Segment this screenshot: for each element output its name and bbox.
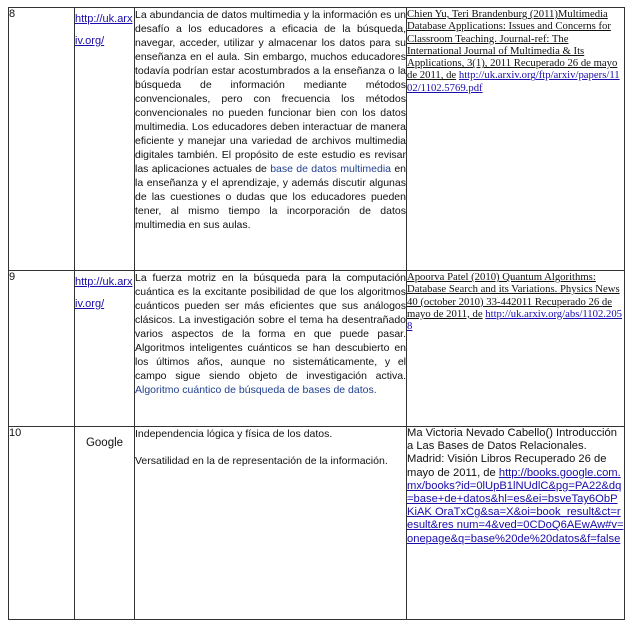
- bibliography-table: [8, 7, 625, 620]
- source-link[interactable]: http://uk.arxiv.org/: [75, 276, 133, 310]
- table-row: [9, 8, 625, 271]
- description-paragraph: Independencia lógica y física de los datos.: [135, 428, 333, 440]
- description-tail: en la enseñanza y el aprendizaje, y además discutir algunas de las cuestiones o dudas que los educadores pueden tener, al mismo tiempo la incorporación de datos multimedia en sus aulas.: [135, 163, 406, 231]
- reference-text: Apoorva Patel (2010) Quantum Algorithms: Database Search and its Variations. Physics News 40 (october 2010) 33-442011 Recuperado 26 de mayo de 2011, de: [407, 271, 620, 320]
- source-cell: [75, 271, 135, 427]
- description-paragraph: Versatilidad en la de representación de la información.: [135, 455, 388, 467]
- description-paragraph: [135, 8, 406, 232]
- description-text: La abundancia de datos multimedia y la información es un desafío a los educadores a eficacia de la búsqueda, navegar, acceder, utilizar y almacenar los datos para su enseñanza en el aula. Sin embargo, muchos educadores todavía podrían estar acostumbrados a la enseñanza o la búsqueda de información mediante métodos convencionales, pero con frecuencia los métodos convencionales no pueden funcionar bien con los datos multimedia. Los educadores deben interactuar de manera eficiente y manejar una variedad de archivos multimedia digitales también. El propósito de este estudio es revisar las aplicaciones actuales de: [135, 9, 406, 175]
- description-text: La fuerza motriz en la búsqueda para la computación cuántica es la excitante posibilidad de que los algoritmos cuánticos pueden ser más eficientes que sus análogos clásicos. La investigación sobre el tema ha desentrañado varios aspectos de la forma en que puede pasar. Algoritmos inteligentes cuánticos se han descubierto en los últimos años, aunque no sistemáticamente, y el campo sigue siendo objeto de investigación activa.: [135, 272, 406, 382]
- table-row: [9, 427, 625, 620]
- description-cell: [135, 427, 407, 620]
- table-row: [9, 271, 625, 427]
- row-number: 9: [9, 271, 75, 427]
- description-paragraph: [135, 271, 406, 397]
- description-link[interactable]: base de datos multimedia: [270, 163, 392, 175]
- description-cell: [135, 8, 407, 271]
- row-number: 8: [9, 8, 75, 271]
- reference-cell: [407, 427, 625, 620]
- reference-cell: [407, 271, 625, 427]
- reference-text: Chien Yu, Teri Brandenburg (2011)Multimedia Database Applications: Issues and Concerns for Classroom Teaching. Journal-ref: The International Journal of Multimedia & Its Applications, 3(1), 2011 Recuperado 26 de mayo de 2011, de: [407, 8, 618, 82]
- reference-cell: [407, 8, 625, 271]
- source-text: Google: [85, 437, 124, 449]
- reference-link[interactable]: http://books.google.com.mx/books?id=0lUpB1lNUdlC&pg=PA22&dq=base+de+datos&hl=es&ei=bsveTay6ObPKiAK OraTxCg&sa=X&oi=book_result&ct=result&res num=4&ved=0CDoQ6AEwAw#v=onepage&q=base%20de%20datos&f=false: [407, 466, 624, 545]
- description-cell: [135, 271, 407, 427]
- description-link[interactable]: Algoritmo cuántico de búsqueda de bases de datos.: [135, 384, 377, 396]
- row-number: 10: [9, 427, 75, 620]
- reference-link[interactable]: http://uk.arxiv.org/ftp/arxiv/papers/1102/1102.5769.pdf: [407, 69, 620, 94]
- reference-text: Ma Victoria Nevado Cabello() Introducción a Las Bases de Datos Relacionales. Madrid: Visión Libros Recuperado 26 de mayo de 2011, de: [407, 427, 617, 479]
- source-cell: [75, 427, 135, 620]
- source-cell: [75, 8, 135, 271]
- reference-link[interactable]: http://uk.arxiv.org/abs/1102.2058: [407, 307, 623, 333]
- source-link[interactable]: http://uk.arxiv.org/: [75, 13, 133, 47]
